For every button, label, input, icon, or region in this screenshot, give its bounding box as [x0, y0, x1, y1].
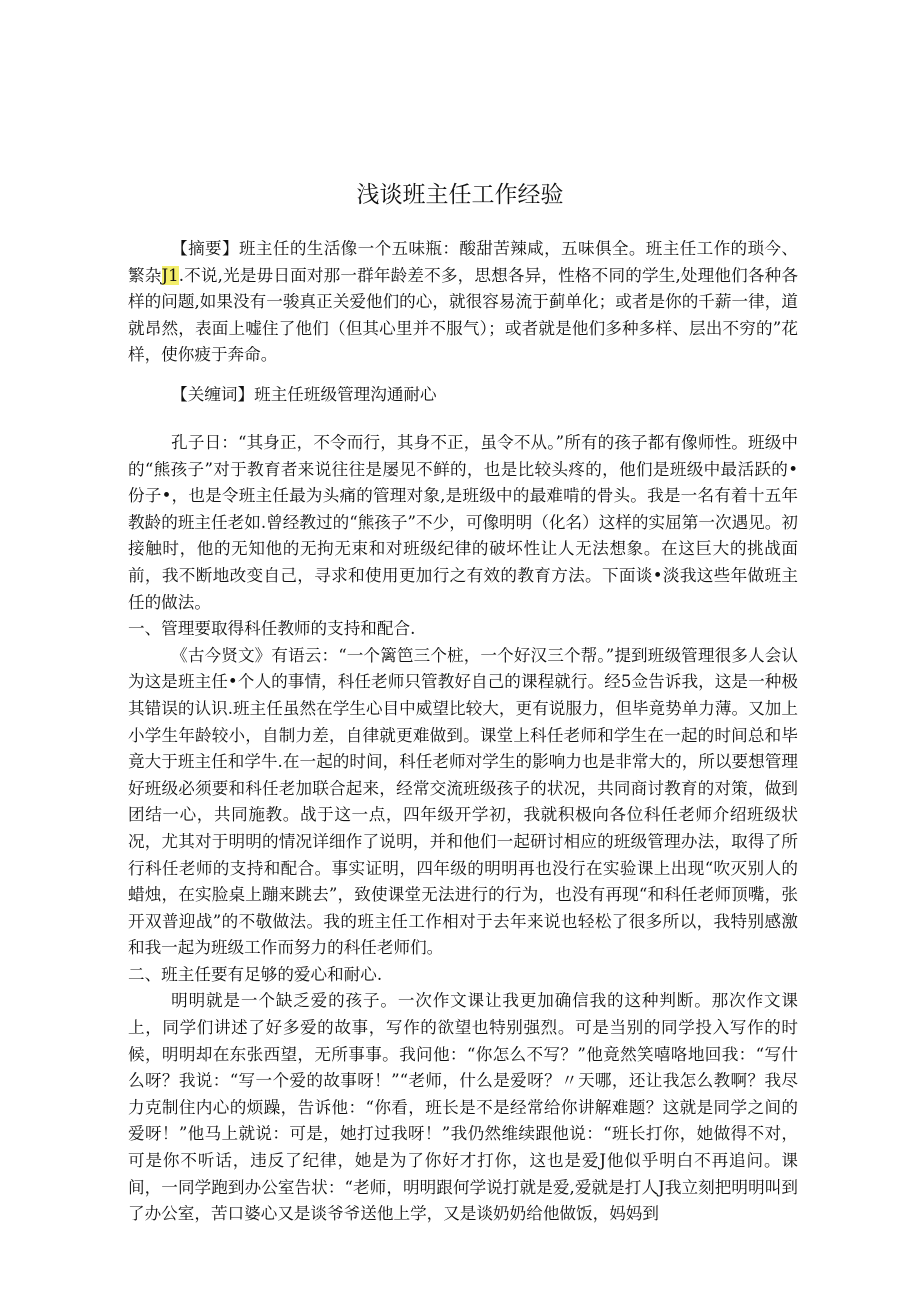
- abstract-section: [128, 236, 798, 369]
- abstract-label: 【摘要】: [171, 239, 239, 258]
- keywords-section: [128, 382, 798, 409]
- section-heading-1: 一、管理要取得科任教师的支持和配合.: [128, 619, 416, 639]
- keywords-paragraph: [128, 382, 798, 409]
- keywords-label: 【关缠词】: [171, 385, 255, 404]
- abstract-text-after: .不说,光是毋日面对那一群年龄差不多，思想各异，性格不同的学生,处理他们各种各样的问题,如果没有一骏真正关爱他们的心，就很容易流于蓟单化；或者是你的千薪一律，道就昂然，表面上嘘住了他们（但其心里并不服气）；或者就是他们多种多样、层出不穷的”花样，使你疲于奔命。: [128, 265, 799, 365]
- document-title: 浅谈班主任工作经验: [356, 182, 564, 208]
- section-heading-2: 二、班主任要有足够的爱心和耐心.: [128, 964, 383, 984]
- body-paragraph-section-2: 明明就是一个缺乏爱的孩子。一次作文课让我更加确信我的这种判断。那次作文课上，同学们讲述了好多爱的故事，写作的欲望也特别强烈。可是当别的同学投入写作的时候，明明却在东张西望，无所事事。我问他：“你怎么不写？”他竟然笑嘻咯地回我：“写什么呀？我说：“写一个爱的故事呀！”“老师，什么是爱呀？〃天哪，还让我怎么教啊？我尽力克制住内心的烦躁，告诉他：“你看，班长是不是经常给你讲解难题？这就是同学之间的爱呀！”他马上就说：可是，她打过我呀！”我仍然维续跟他说：“班长打你，她做得不对，可是你不听话，违反了纪律，她是为了你好才打你，这也是爱J他似乎明白不再追问。课间，一同学跑到办公室告状：“老师，明明跟何学说打就是爱,爱就是打人J我立刻把明明叫到了办公室，苦口婆心又是谈爷爷送他上学，又是谈奶奶给他做饭，妈妈到: [128, 991, 798, 1224]
- body-section: [128, 430, 798, 1228]
- body-paragraph-section-1: 《古今贤文》有语云：“一个篱笆三个桩，一个好汉三个帮。”提到班级管理很多人会认为这是班主任•个人的事情，科任老师只管教好自己的课程就行。经5佥告诉我，这是一种极其错误的认识.班主任虽然在学生心目中威望比较大，更有说服力，但毕竟势单力薄。又加上小学生年龄较小，自制力差，自律就更难做到。课堂上科任老师和学生在一起的时间总和毕竟大于班主任和学牛.在一起的时间，科任老师对学生的影响力也是非常大的，所以要想管理好班级必须要和科任老加联合起来，经常交流班级孩子的状况，共同商讨教育的对策，做到团结一心，共同施教。战于这一点，四年级开学初，我就积极向各位科任老师介绍班级状况，尤其对于明明的情况详细作了说明，并和他们一起研讨相应的班级管理办法，取得了所行科任老师的支持和配合。事实证明，四年级的明明再也没行在实验课上出现“吹灭别人的蜡烛，在实脸桌上蹦来跳去”，致使课堂无法进行的行为，也没有再现“和科任老师顶嘴，张开双普迎战”的不敬做法。我的班主任工作相对于去年来说也轻松了很多所以，我特别感激和我一起为班级工作而努力的科任老师们。: [128, 645, 798, 958]
- abstract-text-before: 班主任的生活像一个五味瓶：酸甜苦辣咸，五味俱全。班主任工作的琐今、繁杂: [128, 239, 799, 285]
- highlighted-text: J1: [161, 265, 179, 285]
- body-paragraph-intro: 孔子日：“其身正，不令而行，其身不正，虽令不从。”所有的孩子都有像师性。班级中的“熊孩子”对于教育者来说往往是屡见不鲜的，也是比较头疼的，他们是班级中最活跃的•份子•，也是令班主任最为头痛的管理对象,是班级中的最难啃的骨头。我是一名有着十五年教龄的班主任老如.曾经教过的“熊孩子”不少，可像明明（化名）这样的实屈第一次遇见。初接触时，他的无知他的无拘无束和对班级纪律的破坏性让人无法想象。在这巨大的挑战面前，我不断地改变自己，寻求和使用更加行之有效的教育方法。下面谈•淡我这些年做班主任的做法。: [128, 433, 798, 612]
- abstract-paragraph: [128, 236, 798, 369]
- keywords-text: 班主任班级管理沟通耐心: [254, 385, 437, 404]
